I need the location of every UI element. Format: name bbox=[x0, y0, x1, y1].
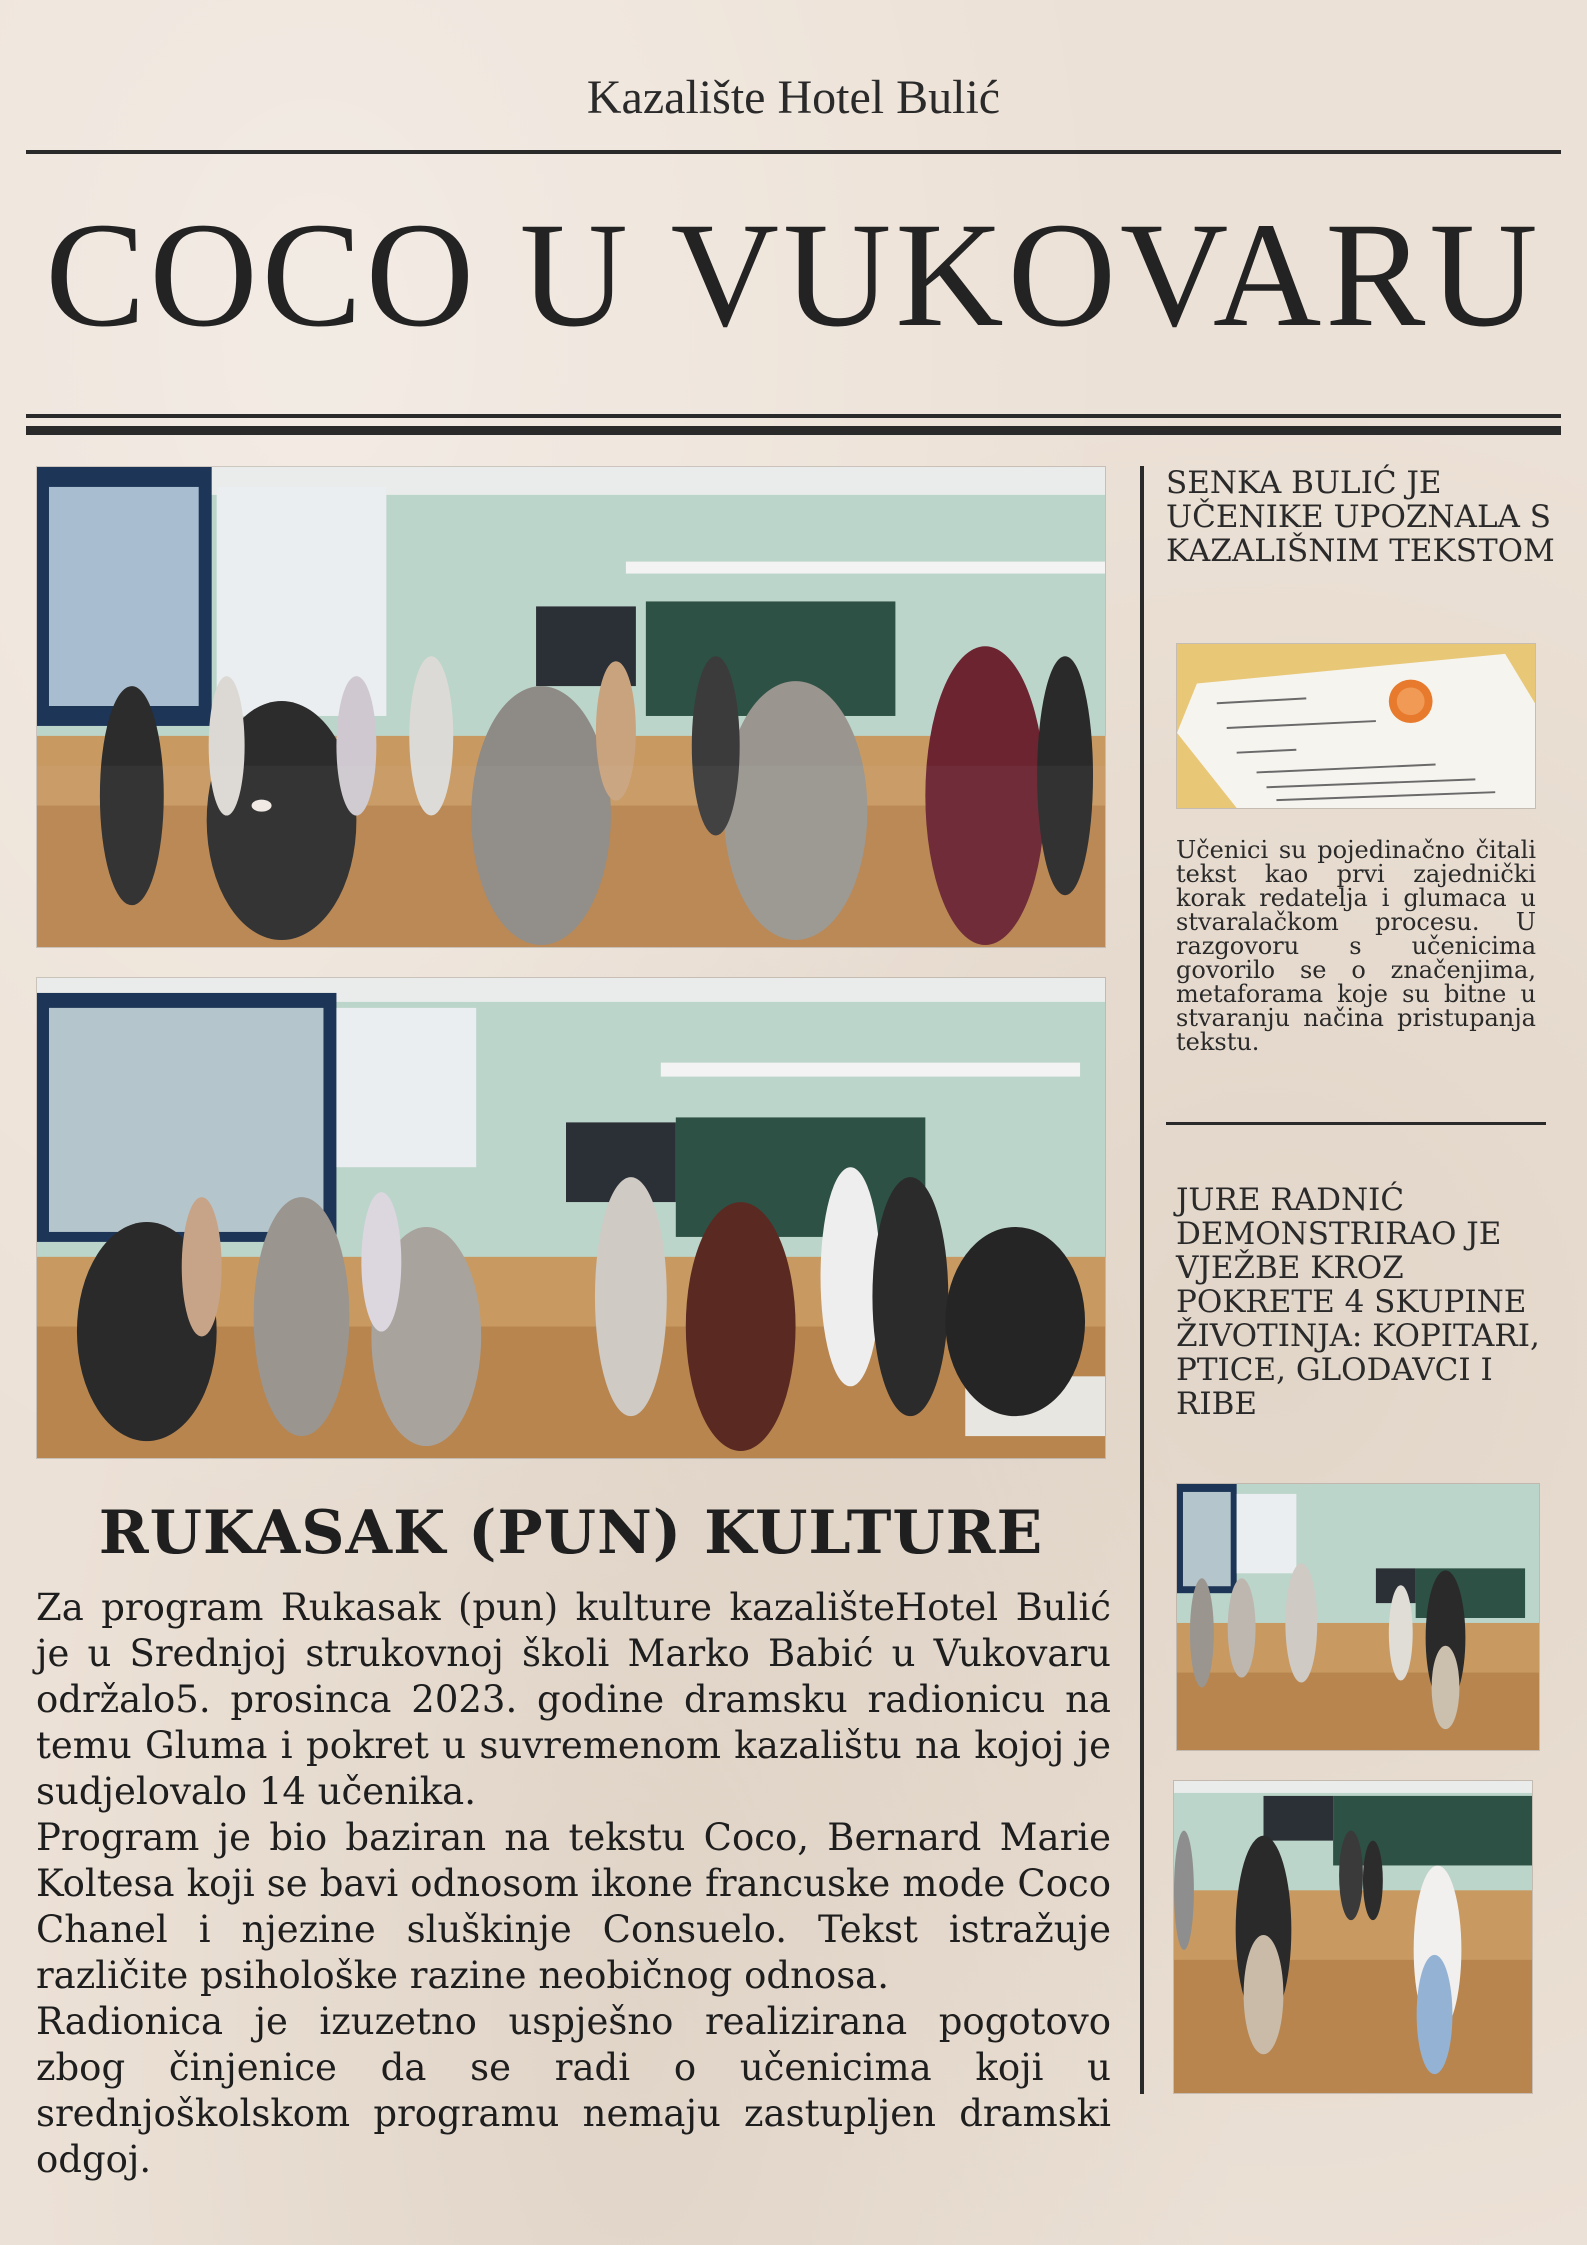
sidebar-photo-exercise bbox=[1176, 1483, 1540, 1751]
article-paragraph: Radionica je izuzetno uspješno realizirana pogotovo zbog činjenice da se radi o učenicima koji u srednjoškolskom programu nemaju zastupljen dramski odgoj. bbox=[36, 2000, 1111, 2181]
workshop-photo-circle bbox=[36, 466, 1106, 948]
masthead-rule-double-thick bbox=[26, 426, 1561, 435]
sidebar-text-reading: Učenici su pojedinačno čitali tekst kao prvi zajednički korak redatelja i glumaca u stvaralačkom procesu. U razgovoru s učenicima govorilo se o značenjima, metaforama koje su bitne u stvaranju načina pristupanja tekstu. bbox=[1176, 836, 1536, 1056]
sidebar-photo-dance bbox=[1173, 1780, 1533, 2094]
script-paper-photo bbox=[1176, 643, 1536, 809]
article-paragraph: Za program Rukasak (pun) kulture kazalištеHotel Bulić je u Srednjoj strukovnoj školi Marko Babić u Vukovaru održalo5. prosinca 2023. godine dramsku radionicu na temu Gluma i pokret u suvremenom kazalištu na kojoj je sudjelovalo 14 učenika. bbox=[36, 1586, 1111, 1813]
article-body bbox=[36, 1585, 1111, 2183]
sidebar-rule bbox=[1166, 1122, 1546, 1125]
sidebar-heading-reading: SENKA BULIĆ JE UČENIKE UPOZNALA S KAZALIŠNIM TEKSTOM bbox=[1166, 465, 1555, 569]
workshop-photo-movement bbox=[36, 977, 1106, 1459]
masthead-rule-top bbox=[26, 150, 1561, 154]
article-heading: RUKASAK (PUN) KULTURE bbox=[98, 1498, 1044, 1568]
column-divider bbox=[1140, 466, 1144, 2094]
theatre-name: Kazalište Hotel Bulić bbox=[586, 71, 1001, 124]
article-paragraph: Program je bio baziran na tekstu Coco, Bernard Marie Koltesa koji se bavi odnosom ikone francuske mode Coco Chanel i njezine sluškinje Consuelo. Tekst istražuje različite psihološke razine neobičnog odnosa. bbox=[36, 1816, 1111, 1997]
masthead-rule-double-thin bbox=[26, 414, 1561, 418]
page-title: COCO U VUKOVARU bbox=[45, 192, 1542, 358]
sidebar-heading-movement: JURE RADNIĆ DEMONSTRIRAO JE VJEŽBE KROZ POKRETE 4 SKUPINE ŽIVOTINJA: KOPITARI, PTICE, GLODAVCI I RIBE bbox=[1176, 1182, 1540, 1422]
